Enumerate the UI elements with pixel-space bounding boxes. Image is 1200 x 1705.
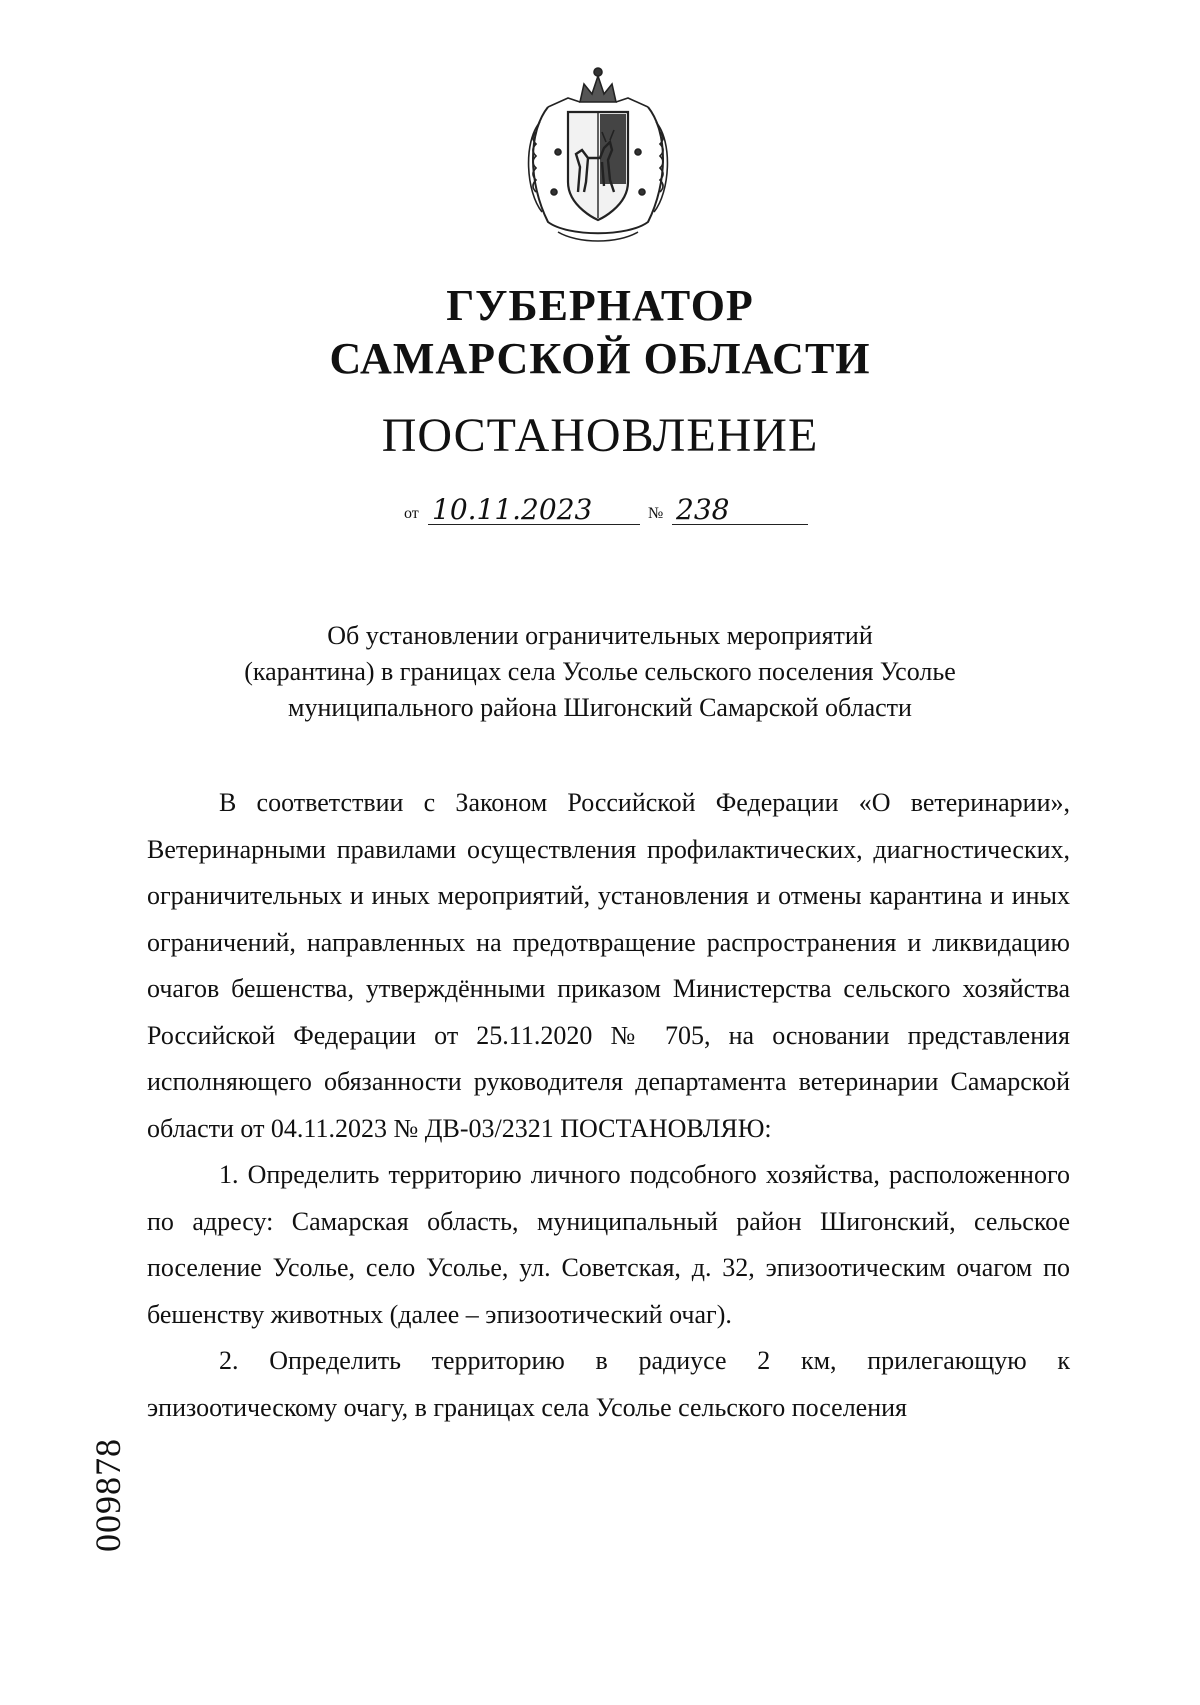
dateline <box>404 487 814 527</box>
subject-line: муниципального района Шигонский Самарской области <box>288 693 912 722</box>
number-label: № <box>648 505 664 522</box>
subject-line: (карантина) в границах села Усолье сельского поселения Усолье <box>244 657 956 686</box>
document-subject <box>200 618 1000 726</box>
item-paragraph-2: 2. Определить территорию в радиусе 2 км, прилегающую к эпизоотическому очагу, в границах села Усолье сельского поселения <box>147 1346 1070 1422</box>
authority-title-line1: ГУБЕРНАТОР <box>446 281 754 330</box>
samara-coat-of-arms-icon <box>518 62 678 247</box>
subject-line: Об установлении ограничительных мероприятий <box>327 621 873 650</box>
item-paragraph-1: 1. Определить территорию личного подсобного хозяйства, расположенного по адресу: Самарская область, муниципальный район Шигонский, сельское поселение Усолье, село Усолье, ул. Советская, д. 32, эпизоотическим очагом по бешенству животных (далее – эпизоотический очаг). <box>147 1160 1070 1329</box>
document-date: 10.11.2023 <box>428 496 640 525</box>
authority-title-line2: САМАРСКОЙ ОБЛАСТИ <box>329 334 871 383</box>
document-number: 238 <box>672 496 808 525</box>
document-type-title: ПОСТАНОВЛЕНИЕ <box>381 409 819 462</box>
date-label: от <box>404 505 419 522</box>
document-body <box>147 780 1070 1431</box>
side-serial-code <box>78 1440 138 1550</box>
preamble-paragraph: В соответствии с Законом Российской Федерации «О ветеринарии», Ветеринарными правилами осуществления профилактических, диагностических, ограничительных и иных мероприятий, установления и отмены карантина и иных ограничений, направленных на предотвращение распространения и ликвидацию очагов бешенства, утверждёнными приказом Министерства сельского хозяйства Российской Федерации от 25.11.2020 № 705, на основании представления исполняющего обязанности руководителя департамента ветеринарии Самарской области от 04.11.2023 № ДВ-03/2321 ПОСТАНОВЛЯЮ: <box>147 788 1070 1143</box>
serial-code-text: 009878 <box>88 1438 128 1552</box>
